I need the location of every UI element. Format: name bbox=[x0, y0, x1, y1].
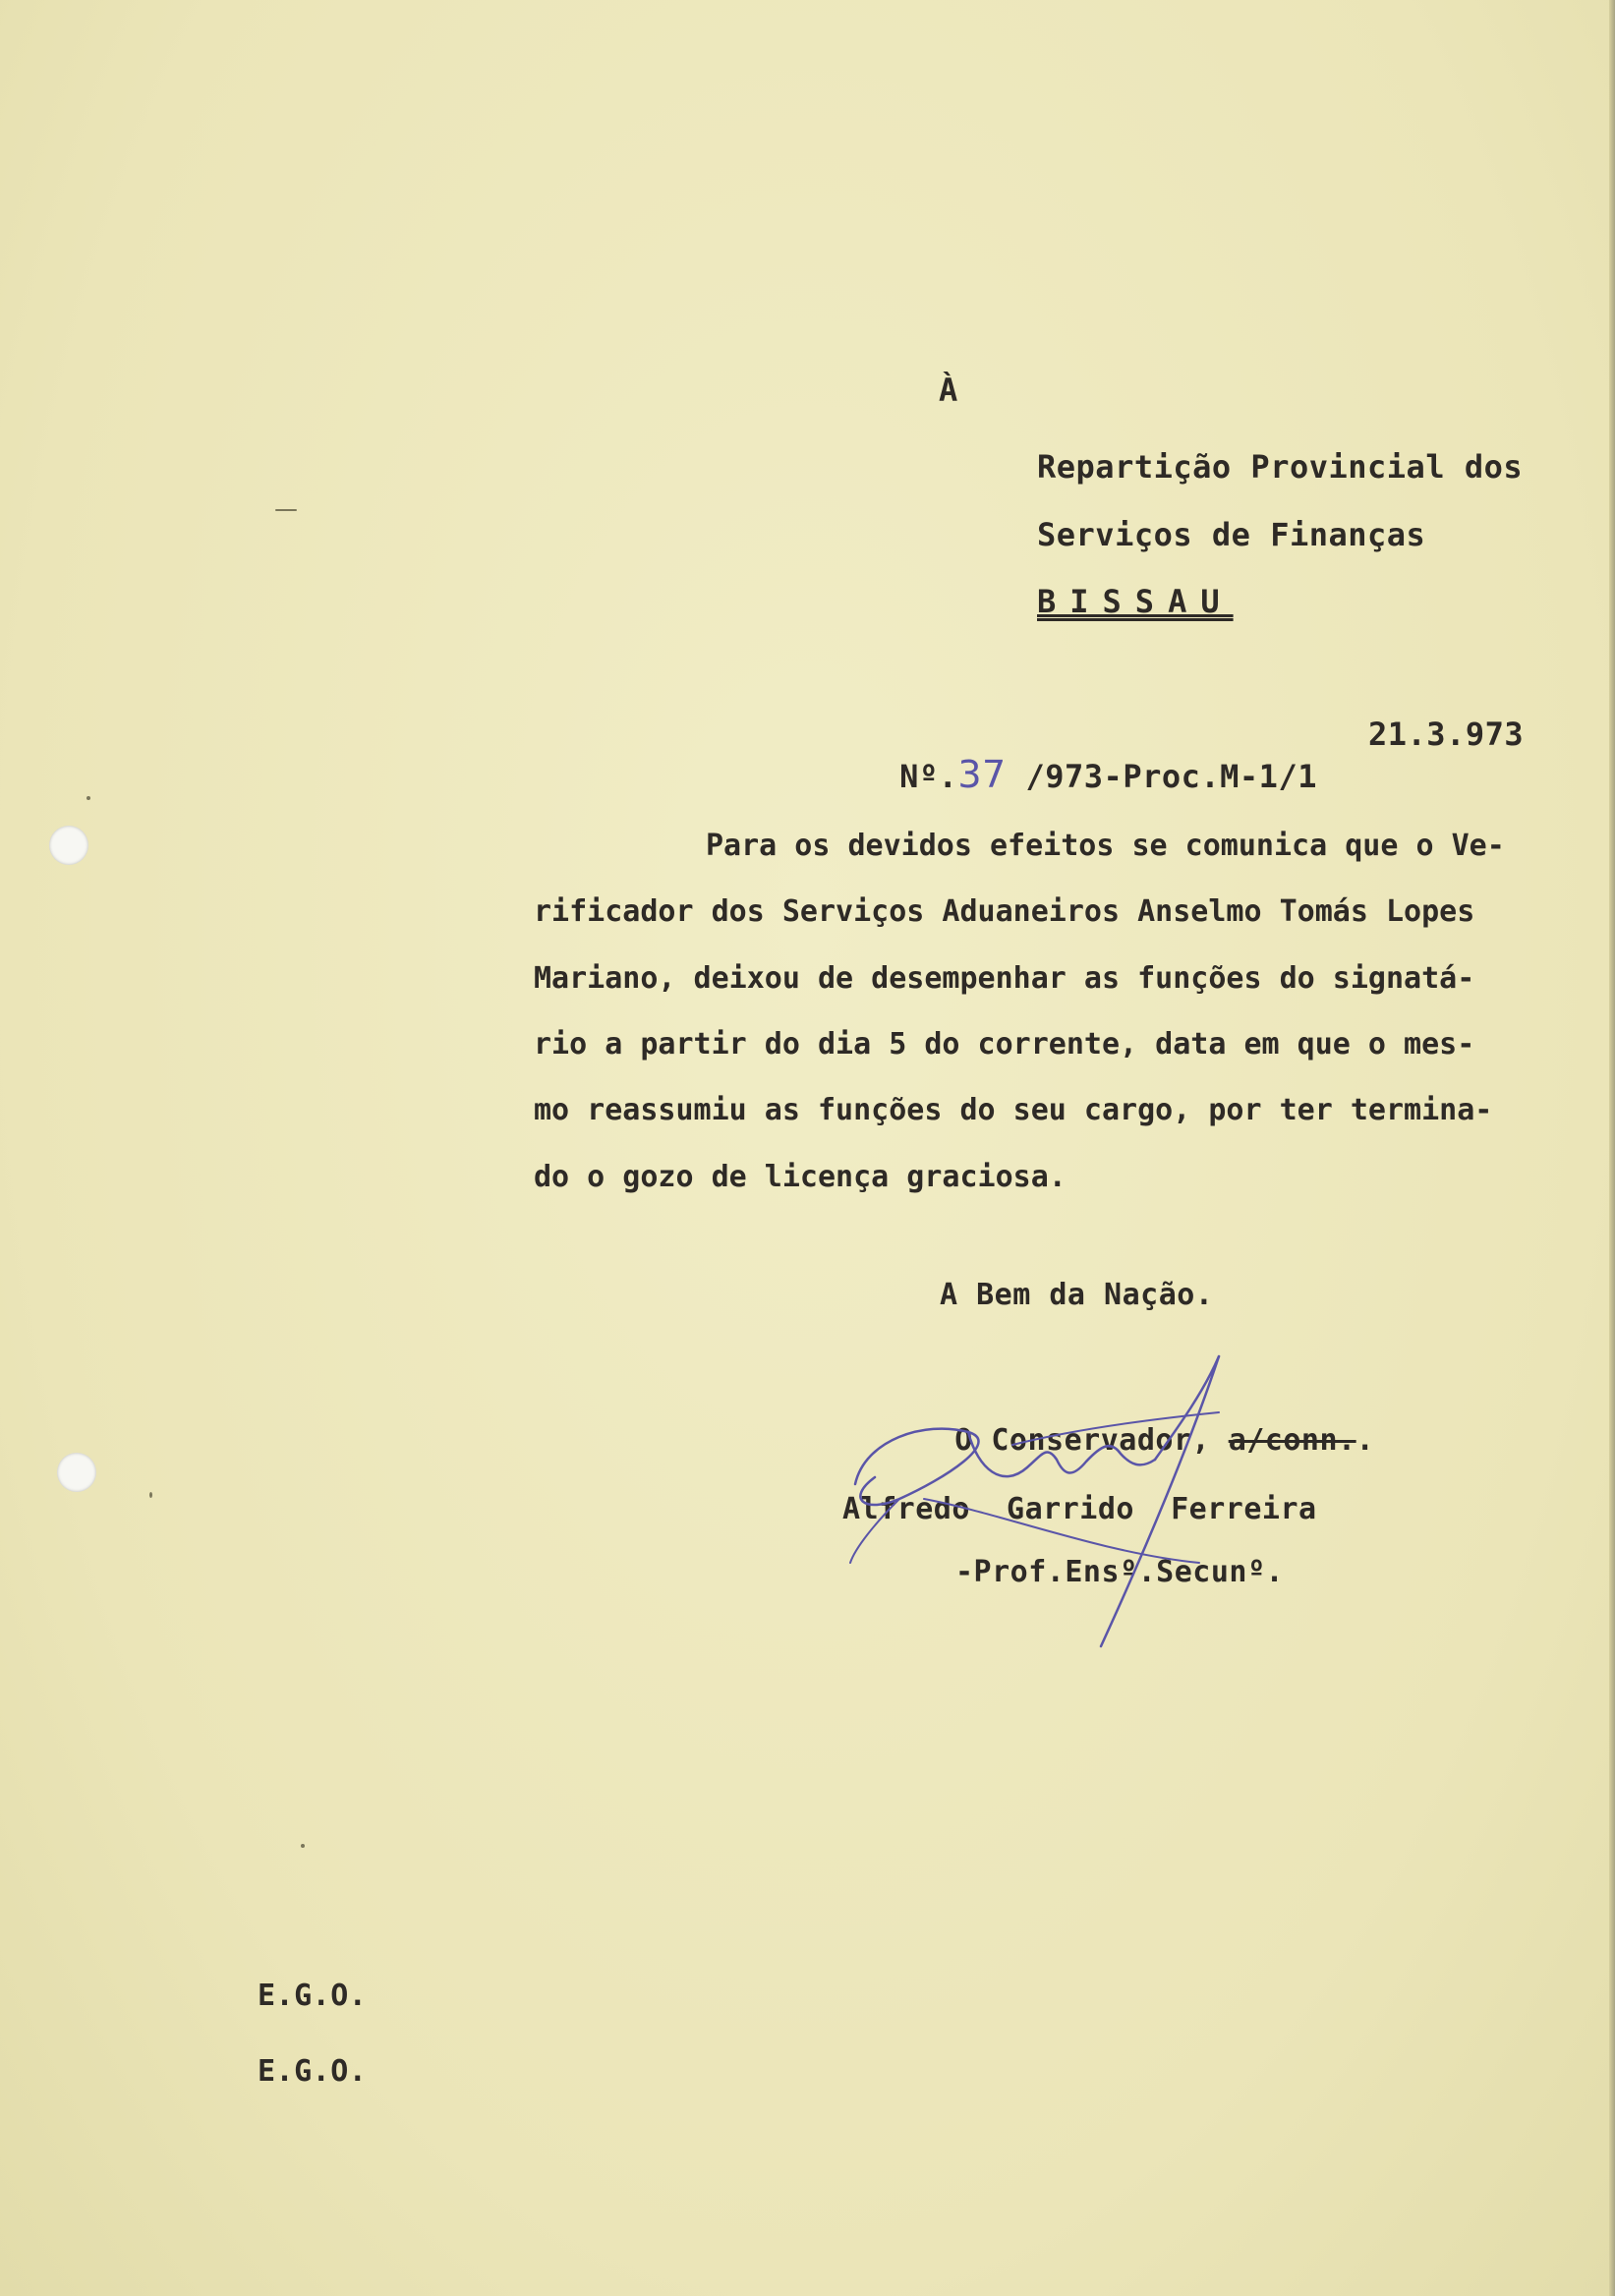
reference-date: 21.3.973 bbox=[1368, 716, 1525, 753]
paper-edge bbox=[1609, 0, 1615, 2296]
punch-hole-top bbox=[49, 826, 88, 865]
reference-prefix: Nº. bbox=[899, 758, 958, 795]
reference-line bbox=[822, 716, 1317, 833]
addressee-line-1: Repartição Provincial dos bbox=[1037, 448, 1524, 486]
closing-title-text: O Conservador, bbox=[954, 1423, 1211, 1458]
body-line-3: Mariano, deixou de desempenhar as funções do signatá- bbox=[534, 961, 1475, 996]
body-line-4: rio a partir do dia 5 do corrente, data em que o mes- bbox=[534, 1027, 1475, 1062]
body-line-2: rificador dos Serviços Aduaneiros Anselmo Tomás Lopes bbox=[534, 894, 1475, 929]
closing-title-struck: a/conn. bbox=[1228, 1423, 1356, 1458]
footer-line-2: E.G.O. bbox=[258, 2054, 368, 2089]
signer-name: Alfredo Garrido Ferreira bbox=[842, 1492, 1317, 1526]
addressee-line-2: Serviços de Finanças bbox=[1037, 516, 1426, 553]
punch-hole-bottom bbox=[57, 1453, 96, 1492]
footer-line-1: E.G.O. bbox=[258, 1979, 368, 2013]
signer-role: -Prof.Ensº.Secunº. bbox=[955, 1555, 1285, 1589]
reference-suffix: /973-Proc.M-1/1 bbox=[1025, 758, 1317, 795]
addressee-prefix: À bbox=[939, 372, 958, 409]
reference-handwritten-number: 37 bbox=[957, 753, 1007, 796]
addressee-city: BISSAU bbox=[1037, 583, 1234, 620]
body-line-1: Para os devidos efeitos se comunica que o Ve- bbox=[706, 829, 1505, 863]
closing-salutation: A Bem da Nação. bbox=[940, 1278, 1214, 1312]
body-line-5: mo reassumiu as funções do seu cargo, por ter termina- bbox=[534, 1093, 1493, 1127]
body-line-6: do o gozo de licença graciosa. bbox=[534, 1160, 1067, 1194]
closing-title-end: . bbox=[1355, 1423, 1375, 1458]
handwritten-signature bbox=[806, 1351, 1396, 1666]
